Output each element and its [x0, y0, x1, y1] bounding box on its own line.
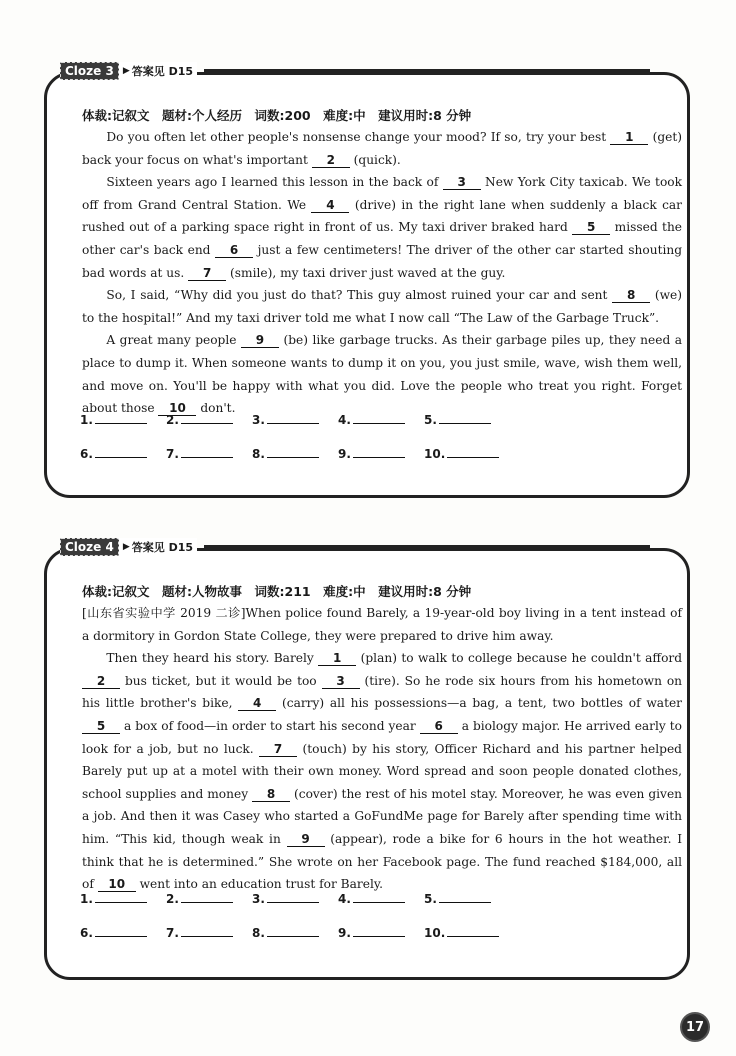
cloze4-source: [山东省实验中学 2019 二诊]: [82, 606, 246, 620]
blank-5: 5: [572, 220, 610, 235]
blank-1: 1: [610, 130, 648, 145]
answer-slot[interactable]: 8.: [252, 926, 338, 940]
blank-7: 7: [259, 742, 297, 757]
answer-slot[interactable]: 1.: [80, 413, 166, 427]
cloze3-passage: [82, 126, 682, 420]
cloze3-section: [44, 64, 690, 496]
blank-1: 1: [318, 651, 356, 666]
cloze3-answer-ref: 答案见 D15: [131, 65, 194, 78]
cloze4-passage: [82, 602, 682, 896]
cloze4-paragraph-1: [山东省实验中学 2019 二诊]When police found Barely, a 19-year-old boy living in a tent instead of a dormitory in Gordon State College, they were prepared to drive him away.: [82, 606, 682, 643]
answer-slot[interactable]: 5.: [424, 413, 510, 427]
answer-slot[interactable]: 8.: [252, 447, 338, 461]
cloze4-answer-ref: 答案见 D15: [131, 541, 194, 554]
answer-slot[interactable]: 6.: [80, 926, 166, 940]
answer-slot[interactable]: 10.: [424, 926, 510, 940]
answer-slot[interactable]: 3.: [252, 413, 338, 427]
answer-slot[interactable]: 10.: [424, 447, 510, 461]
blank-8: 8: [612, 288, 650, 303]
cloze4-meta: 体裁:记叙文 题材:人物故事 词数:211 难度:中 建议用时:8 分钟: [82, 584, 472, 599]
page-number: 17: [680, 1012, 710, 1042]
blank-4: 4: [238, 696, 276, 711]
blank-2: 2: [312, 153, 350, 168]
cloze3-answer-sheet: [80, 407, 540, 461]
cloze3-header: [60, 62, 197, 80]
answer-slot[interactable]: 7.: [166, 447, 252, 461]
blank-4: 4: [311, 198, 349, 213]
blank-9: 9: [287, 832, 325, 847]
blank-6: 6: [420, 719, 458, 734]
blank-5: 5: [82, 719, 120, 734]
cloze4-badge: Cloze 4: [60, 538, 119, 556]
cloze3-paragraph-4: A great many people 9 (be) like garbage trucks. As their garbage piles up, they need a place to dump it. When someone wants to dump it on you, you just smile, wave, wish them well, and move on. You'll be happy with what you did. Love the people who treat you right. Forget about those 10 don't.: [82, 333, 683, 416]
blank-3: 3: [322, 674, 360, 689]
answer-slot[interactable]: 4.: [338, 892, 424, 906]
blank-7: 7: [188, 266, 226, 281]
blank-10: 10: [158, 401, 196, 416]
answer-slot[interactable]: 9.: [338, 447, 424, 461]
blank-6: 6: [215, 243, 253, 258]
cloze4-header: [60, 538, 197, 556]
answer-slot[interactable]: 2.: [166, 413, 252, 427]
arrow-icon: ▶: [122, 66, 130, 76]
cloze3-header-rule: [204, 69, 650, 72]
cloze3-badge: Cloze 3: [60, 62, 119, 80]
cloze3-meta: 体裁:记叙文 题材:个人经历 词数:200 难度:中 建议用时:8 分钟: [82, 108, 472, 123]
arrow-icon: ▶: [122, 542, 130, 552]
answer-slot[interactable]: 2.: [166, 892, 252, 906]
cloze4-header-rule: [204, 545, 650, 548]
answer-slot[interactable]: 6.: [80, 447, 166, 461]
cloze3-paragraph-3: So, I said, “Why did you just do that? This guy almost ruined your car and sent 8 (we) to the hospital!” And my taxi driver told me what I now call “The Law of the Garbage Truck”.: [82, 288, 683, 325]
answer-slot[interactable]: 4.: [338, 413, 424, 427]
cloze3-paragraph-2: Sixteen years ago I learned this lesson in the back of 3 New York City taxicab. We took off from Grand Central Station. We 4 (drive) in the right lane when suddenly a black car rushed out of a parking space right in front of us. My taxi driver braked hard 5 missed the other car's back end 6 just a few centimeters! The driver of the other car started shouting bad words at us. 7 (smile), my taxi driver just waved at the guy.: [82, 175, 683, 280]
blank-2: 2: [82, 674, 120, 689]
cloze3-paragraph-1: Do you often let other people's nonsense change your mood? If so, try your best 1 (get) back your focus on what's important 2 (quick).: [82, 130, 683, 167]
answer-slot[interactable]: 7.: [166, 926, 252, 940]
cloze4-answer-sheet: [80, 886, 540, 940]
blank-3: 3: [443, 175, 481, 190]
answer-slot[interactable]: 9.: [338, 926, 424, 940]
cloze4-paragraph-2: Then they heard his story. Barely 1 (plan) to walk to college because he couldn't afford 2 bus ticket, but it would be too 3 (tire). So he rode six hours from his hometown on his little brother's bike, 4 (carry) all his possessions—a bag, a tent, two bottles of water 5 a box of food—in order to start his second year 6 a biology major. He arrived early to look for a job, but no luck. 7 (touch) by his story, Officer Richard and his partner helped Barely put up at a motel with their own money. Word spread and soon people donated clothes, school supplies and money 8 (cover) the rest of his motel stay. Moreover, he was even given a job. And then it was Casey who started a GoFundMe page for Barely after spending time with him. “This kid, though weak in 9 (appear), rode a bike for 6 hours in the hot weather. I think that he is determined.” She wrote on her Facebook page. The fund reached $184,000, all of 10 went into an education trust for Barely.: [82, 651, 683, 892]
answer-slot[interactable]: 3.: [252, 892, 338, 906]
blank-8: 8: [252, 787, 290, 802]
answer-slot[interactable]: 1.: [80, 892, 166, 906]
blank-9: 9: [241, 333, 279, 348]
answer-slot[interactable]: 5.: [424, 892, 510, 906]
blank-10: 10: [98, 877, 136, 892]
cloze4-section: [44, 540, 690, 978]
